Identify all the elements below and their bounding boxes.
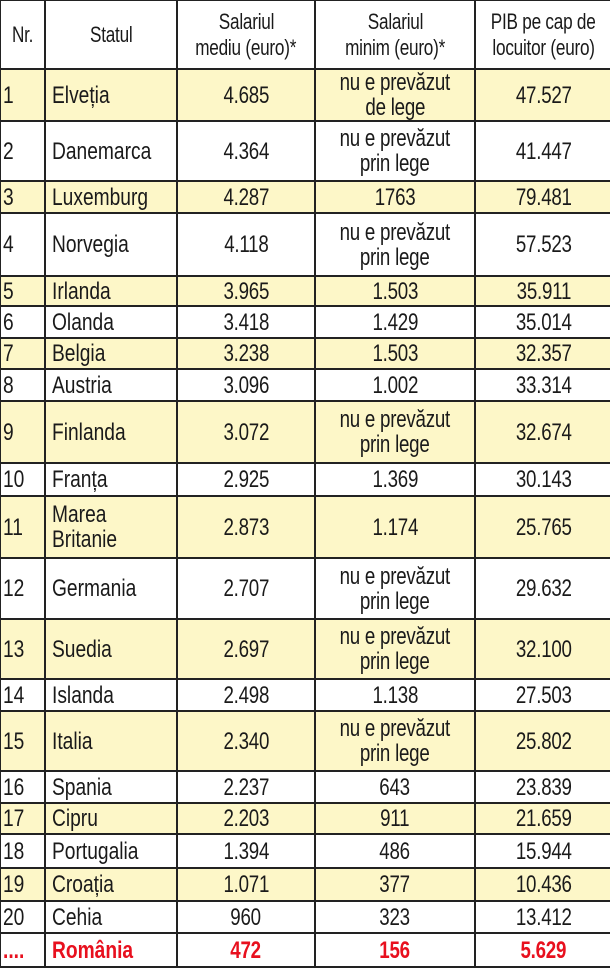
cell-nr [0, 834, 45, 868]
cell-state-text: Austria [52, 371, 112, 399]
cell-state-text: Cehia [52, 903, 103, 931]
header-line: Salariul [218, 8, 274, 34]
cell-salariul-mediu [177, 121, 315, 181]
table-row [0, 619, 610, 679]
cell-salariul-minim-text: 323 [379, 903, 411, 931]
cell-salariul-mediu-text: 4.287 [223, 183, 269, 211]
cell-state [45, 496, 177, 558]
cell-pib [475, 868, 610, 901]
cell-pib [475, 338, 610, 369]
cell-state [45, 679, 177, 711]
cell-nr-text: 6 [3, 308, 14, 336]
cell-state [45, 771, 177, 803]
cell-salariul-minim-text: nu e prevăzut [339, 623, 451, 650]
cell-salariul-minim-text: prin lege [360, 740, 430, 767]
cell-nr [0, 463, 45, 496]
cell-state [45, 868, 177, 901]
cell-salariul-mediu-text: 1.071 [223, 871, 269, 898]
cell-state [45, 834, 177, 868]
cell-salariul-minim-text: nu e prevăzut [339, 125, 451, 152]
table-row [0, 369, 610, 401]
cell-state-text: Spania [52, 773, 112, 801]
cell-salariul-minim-text: 1.369 [372, 466, 418, 493]
cell-nr-text: 13 [3, 635, 25, 663]
cell-nr [0, 401, 45, 463]
cell-state-text: Norvegia [52, 231, 129, 258]
cell-salariul-mediu-text: 2.237 [223, 773, 269, 801]
cell-salariul-minim [315, 213, 475, 276]
header-nr-text: Nr. [11, 21, 34, 47]
cell-salariul-mediu [177, 933, 315, 967]
cell-pib-text: 57.523 [515, 231, 572, 258]
header-pib [475, 0, 610, 69]
cell-salariul-minim-text: 1.002 [372, 371, 418, 399]
cell-salariul-minim-text: 1.138 [372, 681, 418, 709]
cell-state-text: Cipru [52, 805, 98, 832]
cell-pib-text: 5.629 [520, 936, 567, 964]
cell-nr [0, 181, 45, 213]
table-row [0, 901, 610, 933]
cell-nr [0, 558, 45, 619]
cell-state [45, 121, 177, 181]
cell-pib-text: 35.911 [516, 277, 571, 305]
cell-state-text: Marea [52, 501, 107, 528]
cell-salariul-minim [315, 121, 475, 181]
cell-nr [0, 619, 45, 679]
cell-pib-text: 27.503 [515, 681, 572, 709]
table-body [0, 69, 610, 967]
cell-state [45, 711, 177, 771]
cell-nr-text: 10 [3, 466, 25, 493]
cell-state [45, 558, 177, 619]
cell-state [45, 69, 177, 121]
cell-salariul-mediu-text: 3.072 [223, 418, 269, 446]
cell-pib [475, 933, 610, 967]
cell-pib [475, 834, 610, 868]
cell-state [45, 213, 177, 276]
cell-salariul-mediu-text: 4.118 [223, 231, 269, 258]
table-row [0, 834, 610, 868]
cell-state-text: Germania [52, 575, 137, 602]
cell-salariul-mediu [177, 463, 315, 496]
cell-salariul-minim-text: prin lege [360, 431, 430, 458]
cell-salariul-mediu-text: 2.340 [223, 727, 269, 755]
header-line: PIB pe cap de [491, 8, 596, 34]
cell-pib [475, 306, 610, 338]
cell-pib [475, 901, 610, 933]
cell-state-text: Danemarca [52, 137, 152, 165]
cell-nr-text: 8 [3, 371, 14, 399]
cell-salariul-minim [315, 834, 475, 868]
cell-state-text: Islanda [52, 681, 114, 709]
cell-salariul-mediu-text: 960 [230, 903, 262, 931]
cell-state [45, 901, 177, 933]
table-row [0, 463, 610, 496]
cell-pib [475, 496, 610, 558]
cell-pib-text: 30.143 [515, 466, 572, 493]
table-row [0, 121, 610, 181]
cell-pib [475, 619, 610, 679]
cell-salariul-minim [315, 868, 475, 901]
cell-salariul-mediu [177, 711, 315, 771]
cell-nr [0, 496, 45, 558]
cell-nr-text: 4 [3, 231, 14, 258]
cell-nr [0, 121, 45, 181]
cell-salariul-minim-text: 911 [380, 805, 410, 832]
cell-salariul-minim [315, 901, 475, 933]
cell-salariul-minim [315, 558, 475, 619]
cell-salariul-mediu [177, 496, 315, 558]
cell-nr-text: 18 [3, 837, 25, 865]
cell-nr-text: 19 [3, 871, 25, 898]
cell-state [45, 401, 177, 463]
cell-salariul-minim [315, 933, 475, 967]
cell-salariul-minim [315, 69, 475, 121]
cell-salariul-minim [315, 276, 475, 306]
table-row [0, 401, 610, 463]
cell-nr-text: 17 [3, 805, 25, 832]
cell-nr-text: 9 [3, 418, 14, 446]
cell-salariul-mediu [177, 679, 315, 711]
table-row [0, 338, 610, 369]
cell-salariul-minim [315, 679, 475, 711]
header-statul-text: Statul [89, 21, 133, 47]
cell-pib-text: 47.527 [515, 81, 572, 109]
cell-pib-text: 21.659 [515, 805, 572, 832]
cell-salariul-mediu [177, 69, 315, 121]
cell-salariul-minim-text: nu e prevăzut [339, 715, 451, 742]
cell-salariul-minim-text: 1.503 [372, 277, 418, 305]
cell-salariul-minim [315, 369, 475, 401]
cell-nr-text: 7 [3, 340, 14, 367]
table-row [0, 803, 610, 834]
cell-salariul-mediu-text: 3.238 [223, 340, 269, 367]
cell-salariul-mediu-text: 2.697 [223, 635, 269, 663]
cell-pib-text: 32.357 [515, 340, 572, 367]
table-row [0, 181, 610, 213]
cell-state-text: Italia [52, 727, 93, 755]
cell-salariul-mediu [177, 558, 315, 619]
cell-nr-text: 20 [3, 903, 25, 931]
cell-nr-text: 1 [3, 81, 14, 109]
cell-pib [475, 121, 610, 181]
cell-salariul-mediu-text: 2.873 [223, 513, 269, 541]
cell-pib [475, 803, 610, 834]
cell-salariul-minim-text: 156 [379, 936, 411, 964]
cell-state [45, 803, 177, 834]
cell-salariul-minim [315, 463, 475, 496]
cell-salariul-minim [315, 401, 475, 463]
cell-state-text: România [52, 936, 134, 964]
cell-nr-text: 16 [3, 773, 25, 801]
cell-pib [475, 213, 610, 276]
header-line: mediu (euro)* [195, 34, 297, 60]
cell-pib [475, 276, 610, 306]
cell-pib-text: 35.014 [515, 308, 572, 336]
cell-salariul-mediu [177, 213, 315, 276]
cell-pib [475, 558, 610, 619]
header-salariul-minim [315, 0, 475, 69]
table-row [0, 711, 610, 771]
cell-nr [0, 369, 45, 401]
cell-salariul-mediu [177, 803, 315, 834]
cell-state-text: Elveția [52, 81, 110, 109]
cell-salariul-mediu-text: 4.364 [223, 137, 269, 165]
cell-pib-text: 29.632 [515, 575, 572, 602]
cell-salariul-minim [315, 306, 475, 338]
cell-state-text: Britanie [52, 526, 118, 553]
cell-state-text: Finlanda [52, 418, 126, 446]
cell-pib-text: 32.100 [515, 635, 572, 663]
cell-salariul-minim [315, 338, 475, 369]
cell-salariul-minim-text: 643 [379, 773, 411, 801]
cell-salariul-minim-text: 1.429 [372, 308, 418, 336]
cell-pib-text: 25.802 [515, 727, 572, 755]
cell-state-text: Croația [52, 871, 114, 898]
cell-state-text: Suedia [52, 635, 112, 663]
cell-state [45, 369, 177, 401]
cell-salariul-mediu-text: 3.418 [223, 308, 269, 336]
cell-nr [0, 933, 45, 967]
table-row [0, 558, 610, 619]
cell-salariul-minim [315, 181, 475, 213]
cell-nr [0, 338, 45, 369]
cell-nr-text: 5 [3, 277, 14, 305]
cell-salariul-mediu-text: 1.394 [223, 837, 269, 865]
table-row [0, 679, 610, 711]
cell-state-text: Luxemburg [52, 183, 149, 211]
cell-salariul-minim-text: prin lege [360, 150, 430, 177]
cell-state [45, 463, 177, 496]
header-salariul-mediu [177, 0, 315, 69]
cell-pib-text: 13.412 [515, 903, 572, 931]
table-row [0, 496, 610, 558]
cell-salariul-mediu [177, 834, 315, 868]
cell-nr-text: 12 [3, 575, 25, 602]
cell-state-text: Franța [52, 466, 108, 493]
cell-salariul-mediu-text: 3.096 [223, 371, 269, 399]
cell-nr-text: 14 [3, 681, 25, 709]
cell-salariul-minim-text: nu e prevăzut [339, 69, 451, 96]
cell-salariul-minim-text: de lege [365, 94, 425, 121]
cell-nr-text: 3 [3, 183, 14, 211]
cell-state-text: Olanda [52, 308, 114, 336]
cell-pib [475, 679, 610, 711]
cell-nr [0, 901, 45, 933]
cell-nr-text: 15 [3, 727, 25, 755]
cell-salariul-mediu-text: 472 [230, 936, 262, 964]
table-row-romania [0, 933, 610, 967]
cell-state [45, 338, 177, 369]
header-line: minim (euro)* [345, 34, 445, 60]
cell-pib [475, 771, 610, 803]
cell-nr [0, 803, 45, 834]
cell-salariul-mediu-text: 2.707 [223, 575, 269, 602]
cell-nr-text: 2 [3, 137, 14, 165]
cell-state-text: Irlanda [52, 277, 111, 305]
cell-pib-text: 23.839 [515, 773, 572, 801]
cell-salariul-mediu [177, 181, 315, 213]
cell-salariul-mediu [177, 771, 315, 803]
cell-salariul-minim-text: 1763 [374, 183, 416, 211]
cell-salariul-minim-text: nu e prevăzut [339, 406, 451, 433]
cell-salariul-mediu-text: 2.203 [223, 805, 269, 832]
cell-pib [475, 711, 610, 771]
cell-salariul-mediu [177, 901, 315, 933]
cell-pib [475, 463, 610, 496]
cell-state [45, 933, 177, 967]
cell-salariul-mediu [177, 369, 315, 401]
cell-salariul-mediu [177, 276, 315, 306]
cell-salariul-minim-text: 377 [379, 871, 411, 898]
cell-state [45, 276, 177, 306]
cell-pib-text: 33.314 [515, 371, 572, 399]
cell-salariul-mediu [177, 338, 315, 369]
cell-salariul-mediu [177, 868, 315, 901]
cell-pib [475, 369, 610, 401]
cell-salariul-minim-text: prin lege [360, 648, 430, 675]
cell-nr-text: 11 [3, 513, 23, 541]
cell-salariul-minim-text: nu e prevăzut [339, 218, 451, 246]
cell-pib-text: 79.481 [515, 183, 572, 211]
cell-nr [0, 868, 45, 901]
cell-pib-text: 15.944 [515, 837, 572, 865]
cell-salariul-minim-text: 486 [379, 837, 411, 865]
cell-nr [0, 69, 45, 121]
cell-salariul-mediu [177, 619, 315, 679]
table-row [0, 306, 610, 338]
cell-nr [0, 213, 45, 276]
cell-pib-text: 41.447 [515, 137, 572, 165]
cell-pib [475, 401, 610, 463]
header-nr [0, 0, 45, 69]
table-row [0, 771, 610, 803]
cell-state [45, 181, 177, 213]
cell-pib-text: 32.674 [515, 418, 572, 446]
cell-nr [0, 276, 45, 306]
cell-salariul-minim-text: nu e prevăzut [339, 562, 451, 590]
cell-salariul-minim [315, 496, 475, 558]
cell-salariul-mediu-text: 4.685 [223, 81, 269, 109]
cell-salariul-mediu [177, 401, 315, 463]
cell-salariul-mediu-text: 3.965 [223, 277, 269, 305]
cell-salariul-minim [315, 771, 475, 803]
cell-pib-text: 25.765 [515, 513, 572, 541]
cell-salariul-minim [315, 803, 475, 834]
cell-nr [0, 679, 45, 711]
cell-pib [475, 181, 610, 213]
cell-nr [0, 711, 45, 771]
cell-salariul-mediu-text: 2.498 [223, 681, 269, 709]
cell-pib-text: 10.436 [515, 871, 572, 898]
cell-nr [0, 771, 45, 803]
table-row [0, 69, 610, 121]
cell-salariul-mediu [177, 306, 315, 338]
header-line: Salariul [367, 8, 423, 34]
cell-salariul-minim-text: 1.503 [372, 340, 418, 367]
cell-salariul-minim [315, 619, 475, 679]
cell-state-text: Belgia [52, 340, 106, 367]
table-row [0, 868, 610, 901]
cell-nr [0, 306, 45, 338]
cell-state [45, 619, 177, 679]
cell-salariul-mediu-text: 2.925 [223, 466, 269, 493]
header-row [0, 0, 610, 69]
cell-nr-text: .... [3, 936, 25, 964]
table-row [0, 276, 610, 306]
cell-state-text: Portugalia [52, 837, 139, 865]
header-statul [45, 0, 177, 69]
table-row [0, 213, 610, 276]
cell-pib [475, 69, 610, 121]
header-line: locuitor (euro) [492, 34, 595, 60]
cell-state [45, 306, 177, 338]
cell-salariul-minim-text: 1.174 [372, 513, 418, 541]
cell-salariul-minim [315, 711, 475, 771]
cell-salariul-minim-text: prin lege [360, 243, 430, 271]
cell-salariul-minim-text: prin lege [360, 587, 430, 615]
